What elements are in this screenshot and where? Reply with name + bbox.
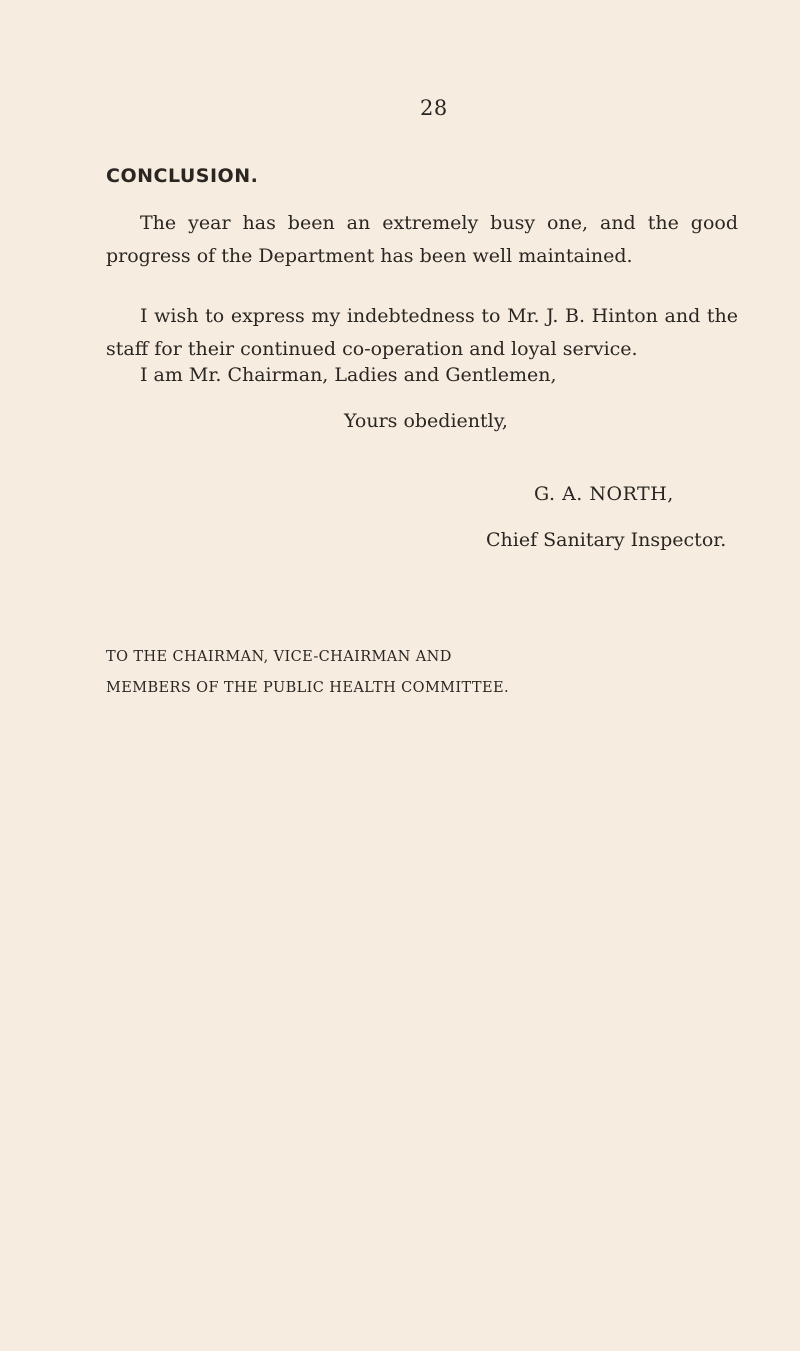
letter-closing: Yours obediently, [344,410,508,432]
page-number: 28 [420,96,448,120]
letter-salutation: I am Mr. Chairman, Ladies and Gentlemen, [140,364,557,386]
signatory-name: G. A. NORTH, [534,483,674,505]
paragraph-progress: The year has been an extremely busy one, and the good progress of the Department has been well maintained. [106,212,738,267]
signatory-title: Chief Sanitary Inspector. [486,529,727,551]
section-heading: CONCLUSION. [106,165,259,187]
paragraph-acknowledgement: I wish to express my indebtedness to Mr. J. B. Hinton and the staff for their continued co-operation and loyal service. [106,305,738,360]
addressee-line-2: MEMBERS OF THE PUBLIC HEALTH COMMITTEE. [106,680,509,696]
addressee-line-1: TO THE CHAIRMAN, VICE-CHAIRMAN AND [106,649,452,665]
